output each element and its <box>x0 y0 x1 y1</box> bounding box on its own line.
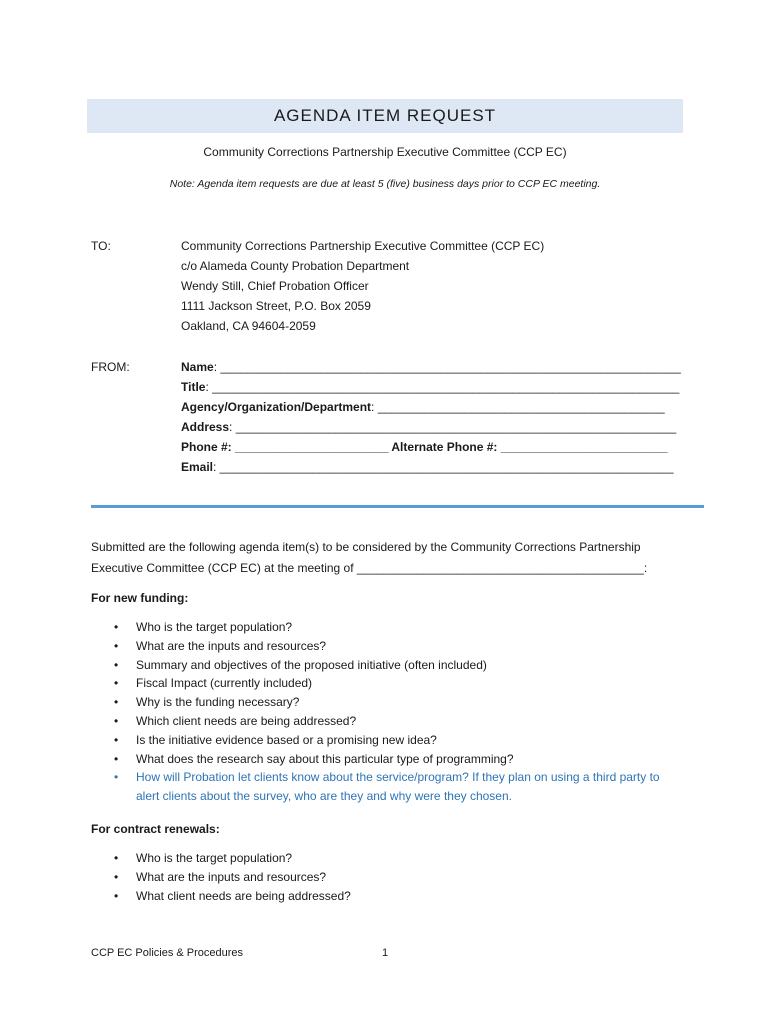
new-funding-heading: For new funding: <box>91 591 189 605</box>
agency-blank: : ___________________________________________ <box>371 400 665 414</box>
list-item: • Which client needs are being addressed? <box>110 712 676 731</box>
list-item: • Why is the funding necessary? <box>110 693 676 712</box>
agency-field[interactable] <box>181 397 681 417</box>
name-field[interactable] <box>181 357 681 377</box>
email-field[interactable] <box>181 457 681 477</box>
bullet-icon: • <box>114 770 119 785</box>
address-blank: : __________________________________________________________________ <box>229 420 677 434</box>
list-item: • Summary and objectives of the proposed initiative (often included) <box>110 656 676 675</box>
list-item: • What client needs are being addressed? <box>110 887 676 906</box>
bullet-icon: • <box>114 676 119 691</box>
from-fields-block <box>181 357 681 477</box>
list-item: • Fiscal Impact (currently included) <box>110 674 676 693</box>
to-address-block <box>181 236 544 336</box>
bullet-icon: • <box>114 695 119 710</box>
to-line: Oakland, CA 94604-2059 <box>181 319 316 333</box>
list-item: • What are the inputs and resources? <box>110 868 676 887</box>
bullet-icon: • <box>114 751 119 766</box>
from-label: FROM: <box>91 360 130 374</box>
list-item: • Who is the target population? <box>110 849 676 868</box>
title-blank: : ______________________________________________________________________ <box>205 380 680 394</box>
list-item: • Who is the target population? <box>110 618 676 637</box>
title-banner <box>87 99 683 133</box>
name-label: Name <box>181 360 214 374</box>
phone-label: Phone #: _______________________ Alternate Phone #: _________________________ <box>181 440 668 454</box>
address-label: Address <box>181 420 230 434</box>
deadline-note: Note: Agenda item requests are due at least 5 (five) business days prior to CCP EC meeting. <box>169 178 601 190</box>
submitted-line-2: Executive Committee (CCP EC) at the meeting of ___________________________________________: <box>91 561 648 575</box>
subtitle: Community Corrections Partnership Executive Committee (CCP EC) <box>203 145 567 159</box>
to-line: Community Corrections Partnership Executive Committee (CCP EC) <box>181 239 545 253</box>
to-line: c/o Alameda County Probation Department <box>181 259 410 273</box>
list-item: • Is the initiative evidence based or a promising new idea? <box>110 731 676 750</box>
agency-label: Agency/Organization/Department <box>181 400 372 414</box>
footer-title: CCP EC Policies & Procedures <box>91 947 244 959</box>
bullet-icon: • <box>114 869 119 884</box>
contract-renewals-heading: For contract renewals: <box>91 822 220 836</box>
list-item: • What does the research say about this particular type of programming? <box>110 750 676 769</box>
phone-field[interactable] <box>181 437 681 457</box>
bullet-icon: • <box>114 851 119 865</box>
list-item-highlighted: • How will Probation let clients know about the service/program? If they plan on using a third party to alert clients about the survey, who are they and why were they chosen. <box>114 770 660 804</box>
bullet-icon: • <box>114 713 119 728</box>
contract-renewals-list <box>110 849 676 905</box>
page-number: 1 <box>382 947 389 959</box>
bullet-icon: • <box>114 638 119 653</box>
name-blank: : _____________________________________________________________________ <box>213 360 681 374</box>
bullet-icon: • <box>114 657 119 672</box>
email-blank: : ____________________________________________________________________ <box>213 460 674 474</box>
list-item: • What are the inputs and resources? <box>110 637 676 656</box>
submitted-paragraph <box>91 537 691 579</box>
to-line: Wendy Still, Chief Probation Officer <box>181 279 369 293</box>
bullet-icon: • <box>114 620 119 634</box>
address-field[interactable] <box>181 417 681 437</box>
page-title: AGENDA ITEM REQUEST <box>273 106 497 125</box>
to-label: TO: <box>91 239 111 253</box>
title-field[interactable] <box>181 377 681 397</box>
submitted-line-1: Submitted are the following agenda item(s) to be considered by the Community Corrections Partnership <box>91 540 641 554</box>
section-divider <box>91 505 704 508</box>
email-label: Email <box>181 460 214 474</box>
new-funding-list <box>110 618 676 806</box>
to-line: 1111 Jackson Street, P.O. Box 2059 <box>181 299 371 313</box>
bullet-icon: • <box>114 888 119 903</box>
title-label: Title <box>181 380 206 394</box>
bullet-icon: • <box>114 732 119 747</box>
